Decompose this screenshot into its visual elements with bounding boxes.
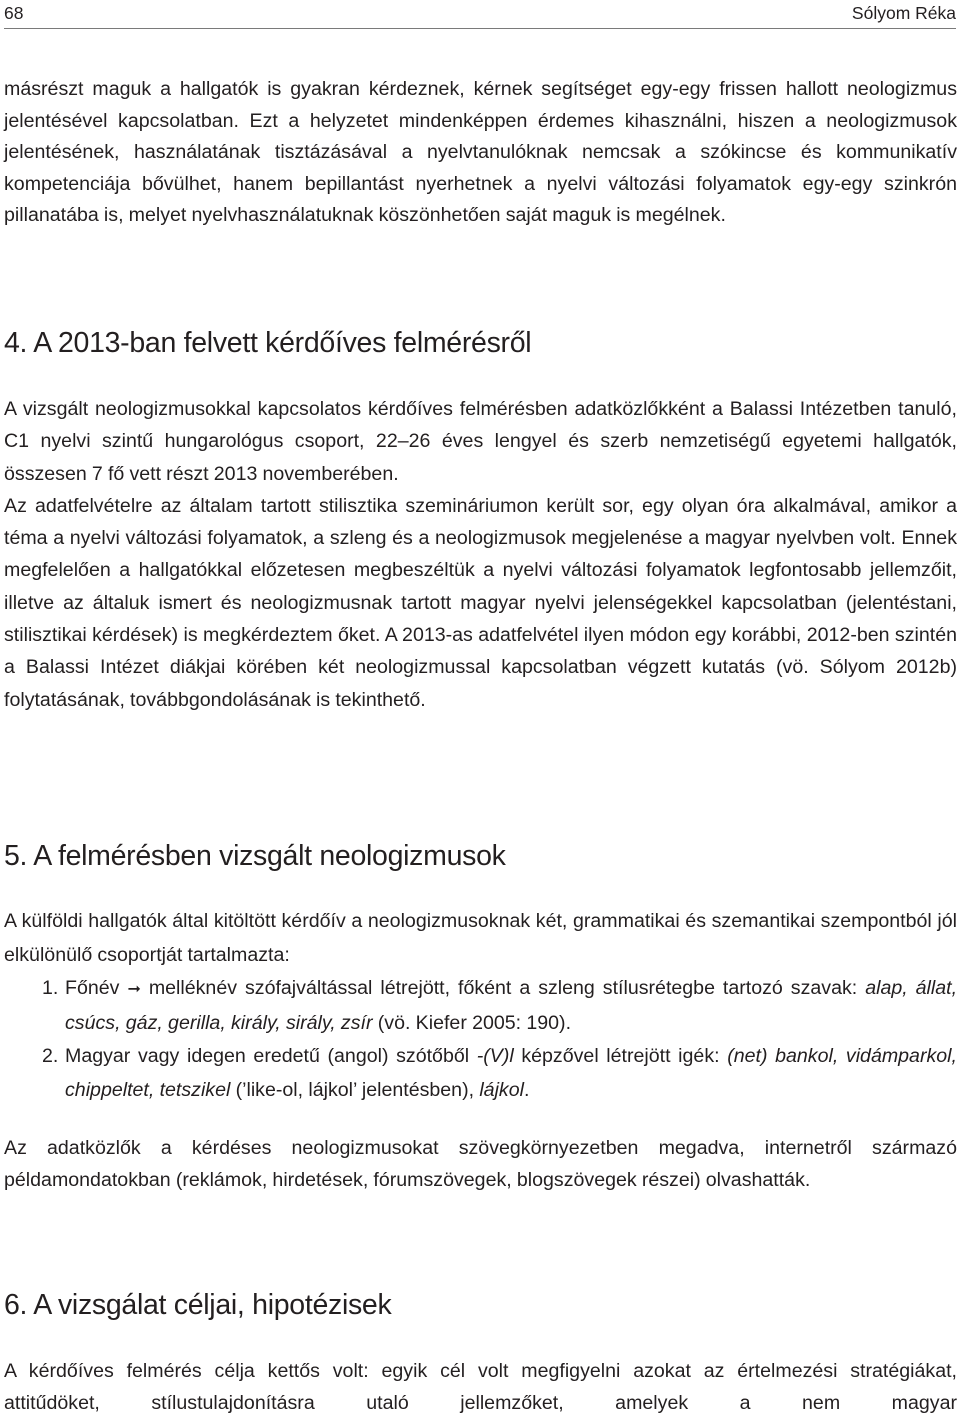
list-item-text: (vö. Kiefer 2005: 190).: [377, 1011, 572, 1034]
section-5-closing-block: [4, 1132, 957, 1197]
list-item-examples: (net) bankol, vidámparkol, chippeltet, tetszikel: [65, 1045, 957, 1101]
section-4-paragraph-2: Az adatfelvételre az általam tartott stilisztika szemináriumon került sor, egy olyan óra alkalmával, amikor a téma a nyelvi változási folyamatok, a szleng és a neologizmusok megjelenése a magyar nyelvben volt. Ennek megfelelően a hallgatókkal előzetesen megbeszéltük a nyelvi változási folyamatok legfontosabb jellemzőit, illetve az általuk ismert és neologizmusnak tartott magyar nyelvi jelenségekkel kapcsolatban (jelentéstani, stilisztikai kérdések) is megkérdeztem őket. A 2013-as adatfelvétel ilyen módon egy korábbi, 2012-ben szintén a Balassi Intézet diákjai körében két neologizmussal kapcsolatban végzett kutatás (vö. Sólyom 2012b) folytatásának, továbbgondolásának is tekinthető.: [4, 494, 957, 711]
section-4-paragraph-1: A vizsgált neologizmusokkal kapcsolatos kérdőíves felmérésben adatközlőkként a Balassi Intézetben tanuló, C1 nyelvi szintű hungarológus csoport, 22–26 éves lengyel és szerb nemzetiségű egyetemi hallgatók, összesen 7 fő vett részt 2013 novemberében.: [4, 398, 957, 485]
section-4-heading: 4. A 2013-ban felvett kérdőíves felmérésről: [4, 327, 532, 359]
list-item-text: képzővel létrejött igék:: [521, 1045, 720, 1067]
list-item: [4, 972, 957, 1040]
arrow-right-icon: ➞: [127, 981, 141, 998]
section-5-paragraph-2: Az adatközlők a kérdéses neologizmusokat szövegkörnyezetben megadva, internetről származó példamondatokban (reklámok, hirdetések, fórumszövegek, blogszövegek részei) olvashatták.: [4, 1137, 957, 1192]
intro-paragraph-block: [4, 74, 957, 232]
section-5-body: [4, 905, 957, 1107]
page-number: 68: [4, 3, 24, 23]
section-6-heading: 6. A vizsgálat céljai, hipotézisek: [4, 1289, 392, 1321]
running-author: Sólyom Réka: [851, 3, 956, 23]
intro-paragraph: másrészt maguk a hallgatók is gyakran kérdeznek, kérnek segítséget egy-egy frissen hallott neologizmus jelentésével kapcsolatban. Ezt a helyzetet mindenképpen érdemes kihasználni, hiszen a neologizmusok jelentésének, használatának tisztázásával a nyelvtanulóknak nemcsak a szókincse és kommunikatív kompetenciája bővülhet, hanem bepillantást nyerhetnek a nyelvi változási folyamatok egy-egy szinkrón pillanatába is, melyet nyelvhasználatuknak köszönhetően saját maguk is megélnek.: [4, 78, 957, 226]
list-item-text: (’like-ol, lájkol’ jelentésben),: [235, 1078, 475, 1101]
neologism-group-list: [4, 972, 957, 1107]
list-item-text: .: [523, 1078, 530, 1101]
list-item-example-last: lájkol: [479, 1078, 524, 1101]
list-item-number: 1.: [42, 977, 59, 999]
list-item-examples: alap, állat, csúcs, gáz, gerilla, király, sirály, zsír: [65, 977, 958, 1034]
section-6-paragraph-1: A kérdőíves felmérés célja kettős volt: egyik cél volt megfigyelni azokat az értelmezési stratégiákat, attitűdöket, stílustulajdonításra utaló jellemzőket, amelyek a nem magyar: [4, 1360, 957, 1415]
list-item-suffix: -(V)l: [476, 1045, 514, 1067]
section-5-intro: A külföldi hallgatók által kitöltött kérdőív a neologizmusoknak két, grammatikai és szemantikai szempontból jól elkülönülő csoportját tartalmazta:: [4, 910, 957, 966]
section-4-body: [4, 393, 957, 716]
list-item-text: Magyar vagy idegen eredetű (angol) szótőből: [65, 1045, 470, 1067]
list-item-number: 2.: [42, 1045, 59, 1067]
section-6-body: [4, 1355, 957, 1420]
running-header: [4, 2, 956, 29]
section-5-heading: 5. A felmérésben vizsgált neologizmusok: [4, 840, 506, 872]
list-item-text: melléknév szófajváltással létrejött, főként a szleng stílusrétegbe tartozó szavak:: [148, 977, 858, 999]
list-item-text: Főnév: [65, 977, 120, 999]
list-item: [4, 1040, 957, 1107]
